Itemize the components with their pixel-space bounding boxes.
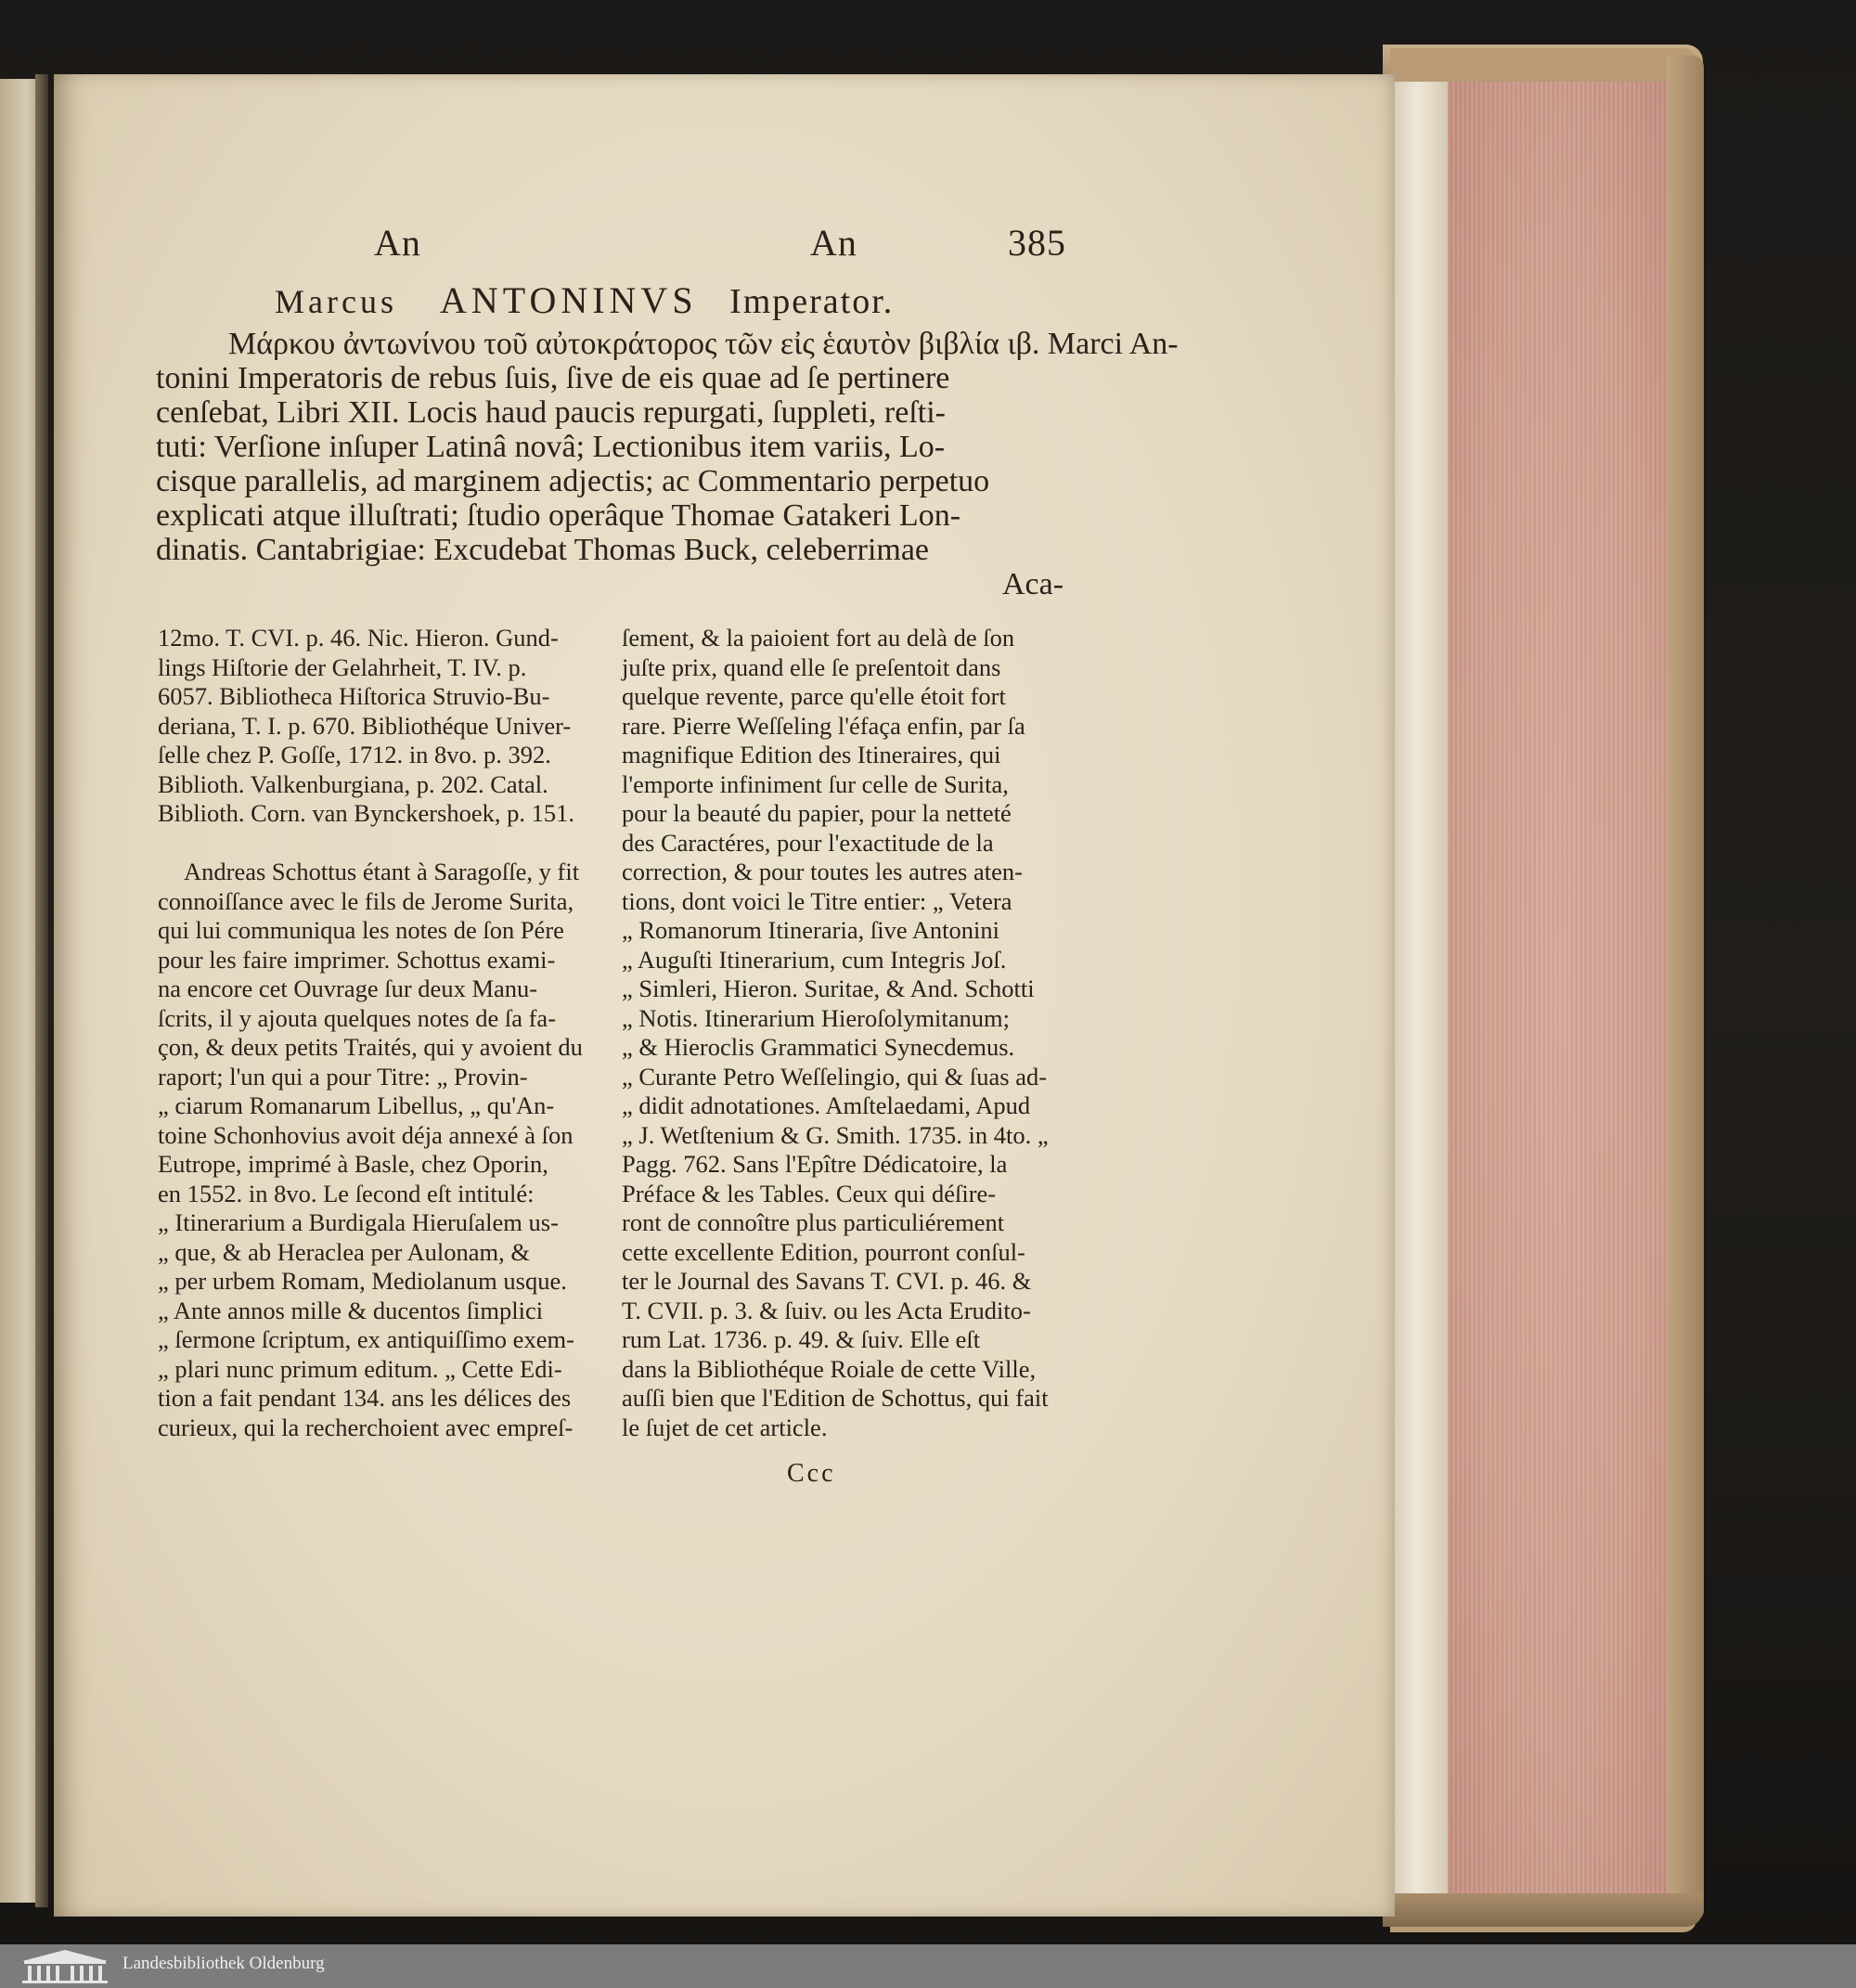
left-column-line: tion a fait pendant 134. ans les délices des [158, 1384, 572, 1412]
right-column-line: dans la Bibliothéque Roiale de cette Ville, [622, 1354, 1037, 1383]
entry-catchword: Aca- [1002, 567, 1064, 601]
running-head-left: An [374, 222, 421, 264]
page-stack-light [1395, 82, 1452, 1901]
footer-library-name: Landesbibliothek Oldenburg [122, 1954, 325, 1973]
gutter-shadow [35, 74, 48, 1907]
right-column-line: ter le Journal des Savans T. CVI. p. 46. & [622, 1267, 1032, 1295]
right-column-line: magnifique Edition des Itineraires, qui [622, 741, 1001, 768]
book-page [54, 74, 1395, 1917]
title-praenomen: Marcus [275, 283, 397, 320]
left-column-line: ſelle chez P. Goſſe, 1712. in 8vo. p. 392. [158, 741, 551, 768]
left-column-line: „ que, & ab Heraclea per Aulonam, & [158, 1237, 531, 1266]
left-column-line: Andreas Schottus étant à Saragoſſe, y fit [184, 858, 580, 885]
right-column-line: rum Lat. 1736. p. 49. & ſuiv. Elle eſt [622, 1325, 981, 1353]
left-column-line: „ plari nunc primum editum. „ Cette Edi- [158, 1354, 562, 1383]
left-column-line: „ per urbem Romam, Mediolanum usque. [158, 1267, 567, 1295]
right-column-line: des Caractéres, pour l'exactitude de la [622, 828, 994, 857]
entry-line: cisque parallelis, ad marginem adjectis; ac Commentario perpetuo [156, 464, 990, 498]
footer-bar [0, 1944, 1856, 1988]
left-column-line: deriana, T. I. p. 670. Bibliothéque Univer- [158, 711, 572, 740]
left-column-line: raport; l'un qui a pour Titre: „ Provin- [158, 1062, 528, 1091]
right-column-line: rare. Pierre Weſſeling l'éfaça enfin, par ſa [622, 711, 1025, 740]
entry-line: tuti: Verſione inſuper Latinâ novâ; Lectionibus item variis, Lo- [156, 430, 946, 464]
left-column-line: Eutrope, imprimé à Basle, chez Oporin, [158, 1150, 548, 1178]
entry-line: explicati atque illuſtrati; ſtudio operâque Thomae Gatakeri Lon- [156, 498, 961, 533]
left-column-line: curieux, qui la recherchoient avec empreſ- [158, 1413, 574, 1441]
running-head-center: An [810, 222, 857, 264]
right-column-line: le ſujet de cet article. [622, 1413, 828, 1441]
right-column-line: auſſi bien que l'Edition de Schottus, qui fait [622, 1384, 1049, 1412]
library-building-icon [19, 1948, 111, 1985]
signature-mark: Ccc [787, 1459, 836, 1488]
right-column-line: quelque revente, parce qu'elle étoit fort [622, 682, 1006, 710]
title-nomen: ANTONINVS [439, 279, 698, 321]
right-column-line: correction, & pour toutes les autres aten- [622, 858, 1023, 885]
entry-line: cenſebat, Libri XII. Locis haud paucis repurgati, ſuppleti, reſti- [156, 395, 946, 430]
left-column-line: toine Schonhovius avoit déja annexé à ſon [158, 1120, 574, 1149]
entry-line: Μάρκου ἀντωνίνου τοῦ αὐτοκράτορος τῶν εἰς ἑαυτὸν βιβλία ιβ. Marci An- [228, 327, 1179, 361]
right-column-line: tions, dont voici le Titre entier: „ Vetera [622, 886, 1012, 915]
left-column-line: 6057. Bibliotheca Hiſtorica Struvio-Bu- [158, 682, 550, 710]
left-column-line: connoiſſance avec le fils de Jerome Surita, [158, 886, 574, 915]
right-column-line: Pagg. 762. Sans l'Epître Dédicatoire, la [622, 1150, 1008, 1178]
right-column-line: „ Notis. Itinerarium Hieroſolymitanum; [622, 1003, 1011, 1032]
right-column-line: l'emporte infiniment ſur celle de Surita, [622, 769, 1009, 798]
left-column-line: „ Itinerarium a Burdigala Hieruſalem us- [158, 1208, 559, 1236]
left-column-line: qui lui communiqua les notes de ſon Pére [158, 916, 564, 944]
right-column-line: „ Auguſti Itinerarium, cum Integris Joſ. [622, 945, 1007, 974]
left-column-line: Biblioth. Valkenburgiana, p. 202. Catal. [158, 769, 548, 798]
left-column-line: na encore cet Ouvrage ſur deux Manu- [158, 975, 538, 1002]
left-column-line: çon, & deux petits Traités, qui y avoient du [158, 1033, 583, 1061]
right-column-line: „ J. Wetſtenium & G. Smith. 1735. in 4to. „ [622, 1120, 1049, 1149]
left-column-line: „ ciarum Romanarum Libellus, „ qu'An- [158, 1091, 555, 1119]
title-rank: Imperator. [729, 282, 895, 321]
right-column [622, 624, 1049, 1442]
left-column-blank [158, 829, 583, 858]
page-number: 385 [1008, 222, 1066, 264]
left-column-line: pour les faire imprimer. Schottus exami- [158, 945, 556, 974]
left-column [158, 624, 583, 1442]
right-column-line: „ Curante Petro Weſſelingio, qui & ſuas ad- [622, 1062, 1048, 1091]
left-column-line: en 1552. in 8vo. Le ſecond eſt intitulé: [158, 1179, 535, 1207]
right-column-line: „ didit adnotationes. Amſtelaedami, Apud [622, 1091, 1031, 1119]
entry-line: tonini Imperatoris de rebus ſuis, ſive de eis quae ad ſe pertinere [156, 361, 950, 395]
book-cover-bottom [1383, 1893, 1703, 1927]
book-cover-right [1667, 56, 1704, 1921]
left-column-line: „ ſermone ſcriptum, ex antiquiſſimo exem- [158, 1325, 574, 1353]
left-column-line: Biblioth. Corn. van Bynckershoek, p. 151. [158, 799, 574, 827]
entry-line: dinatis. Cantabrigiae: Excudebat Thomas Buck, celeberrimae [156, 533, 930, 567]
left-column-line: „ Ante annos mille & ducentos ſimplici [158, 1296, 544, 1324]
right-column-line: T. CVII. p. 3. & ſuiv. ou les Acta Erudito- [622, 1296, 1031, 1324]
left-column-line: lings Hiſtorie der Gelahrheit, T. IV. p. [158, 652, 527, 681]
right-column-line: „ Simleri, Hieron. Suritae, & And. Schotti [622, 975, 1035, 1002]
left-column-line: ſcrits, il y ajouta quelques notes de ſa fa- [158, 1003, 557, 1032]
entry-title [275, 278, 894, 322]
right-column-line: „ & Hieroclis Grammatici Synecdemus. [622, 1033, 1015, 1061]
right-column-line: Préface & les Tables. Ceux qui déſire- [622, 1179, 997, 1207]
right-column-line: pour la beauté du papier, pour la netteté [622, 799, 1012, 827]
left-column-line: 12mo. T. CVI. p. 46. Nic. Hieron. Gund- [158, 624, 559, 652]
right-column-line: juſte prix, quand elle ſe preſentoit dans [622, 652, 1001, 681]
right-column-line: „ Romanorum Itineraria, ſive Antonini [622, 916, 999, 944]
fore-edge-red-sprinkled [1448, 82, 1669, 1896]
right-column-line: ront de connoître plus particuliérement [622, 1208, 1005, 1236]
right-column-line: cette excellente Edition, pourront conſul- [622, 1237, 1025, 1266]
right-column-line: ſement, & la paioient fort au delà de ſon [622, 624, 1015, 652]
